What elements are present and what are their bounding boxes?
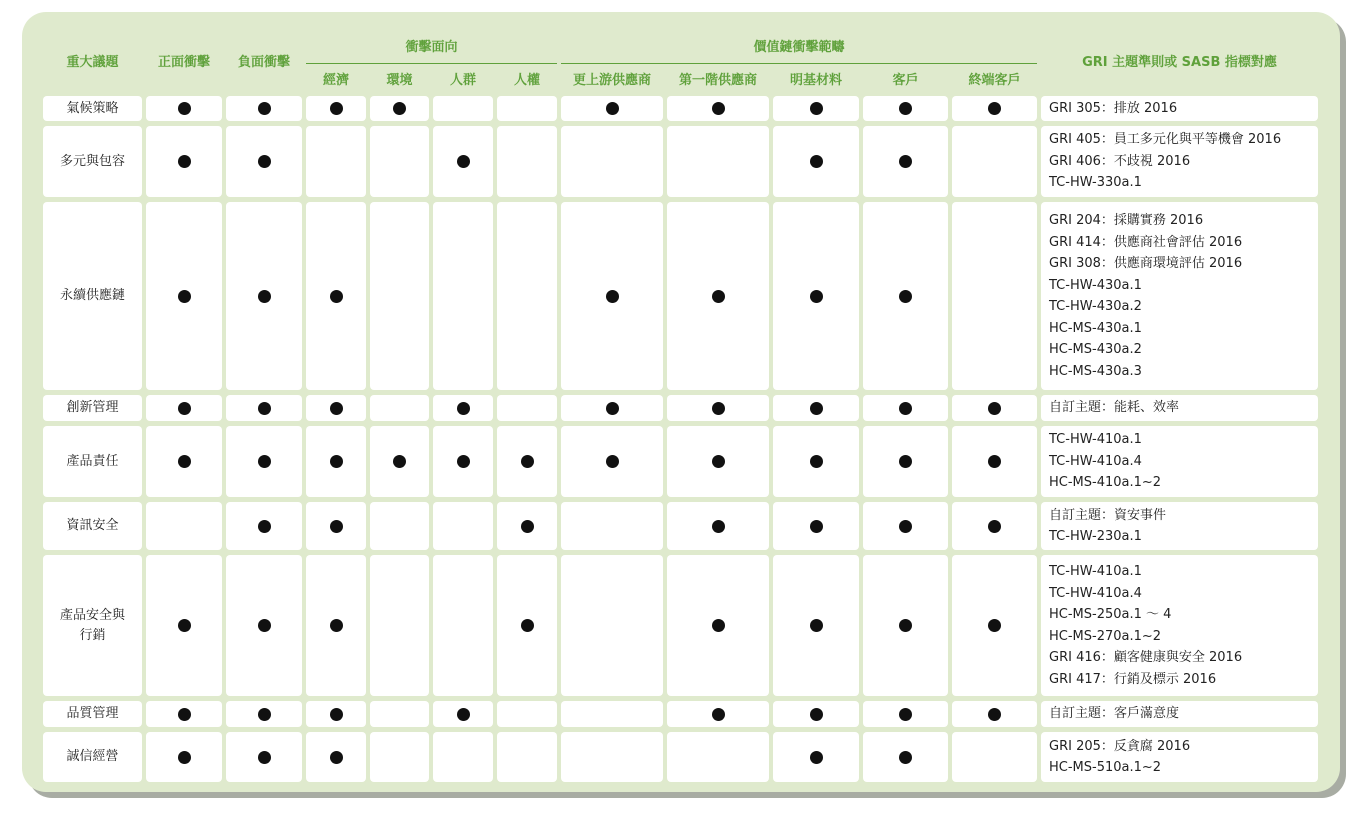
bullet-mark — [606, 102, 619, 115]
gri-cell — [1041, 502, 1318, 550]
topic-cell — [43, 126, 142, 197]
header-negative-impact: 負面衝擊 — [237, 55, 290, 70]
mark-cell — [146, 426, 222, 497]
gri-line: HC-MS-250a.1 ～ 4 — [1049, 607, 1172, 622]
gri-lines — [1049, 561, 1242, 690]
bullet-mark — [712, 520, 725, 533]
topic-label — [60, 286, 125, 306]
mark-cell — [433, 555, 493, 696]
mark-cell — [952, 555, 1037, 696]
gri-line: GRI 416：顧客健康與安全 2016 — [1049, 650, 1243, 665]
header-people: 人群 — [449, 72, 476, 88]
mark-cell — [306, 126, 366, 197]
bullet-mark — [712, 619, 725, 632]
bullet-mark — [330, 520, 343, 533]
mark-cell — [667, 426, 769, 497]
gri-cell — [1041, 202, 1318, 390]
header-upstream-supplier: 更上游供應商 — [572, 72, 651, 88]
bullet-mark — [178, 402, 191, 415]
mark-cell — [561, 426, 663, 497]
mark-cell — [370, 732, 429, 782]
bullet-mark — [712, 102, 725, 115]
gri-lines — [1049, 397, 1179, 419]
bullet-mark — [899, 708, 912, 721]
bullet-mark — [330, 619, 343, 632]
bullet-mark — [330, 102, 343, 115]
mark-cell — [433, 96, 493, 121]
mark-cell — [226, 701, 302, 727]
bullet-mark — [178, 455, 191, 468]
header-environment: 環境 — [386, 72, 413, 88]
mark-cell — [433, 202, 493, 390]
bullet-mark — [988, 619, 1001, 632]
bullet-mark — [521, 520, 534, 533]
mark-cell — [306, 426, 366, 497]
mark-cell — [952, 732, 1037, 782]
topic-line: 資訊安全 — [66, 518, 119, 533]
mark-cell — [433, 126, 493, 197]
bullet-mark — [457, 155, 470, 168]
mark-cell — [306, 701, 366, 727]
bullet-mark — [258, 155, 271, 168]
header-human-rights: 人權 — [513, 72, 540, 88]
mark-cell — [146, 502, 222, 550]
mark-cell — [667, 96, 769, 121]
mark-cell — [146, 96, 222, 121]
bullet-mark — [178, 708, 191, 721]
gri-line: TC-HW-410a.1 — [1049, 564, 1142, 579]
mark-cell — [863, 426, 948, 497]
mark-cell — [370, 126, 429, 197]
topic-label — [66, 704, 118, 724]
header-tier1-supplier: 第一階供應商 — [678, 72, 757, 88]
bullet-mark — [988, 402, 1001, 415]
bullet-mark — [606, 290, 619, 303]
mark-cell — [433, 426, 493, 497]
mark-cell — [863, 126, 948, 197]
gri-line: HC-MS-270a.1~2 — [1049, 628, 1162, 644]
gri-line: GRI 305：排放 2016 — [1049, 100, 1178, 116]
topic-label — [66, 747, 118, 767]
topic-line: 創新管理 — [66, 400, 119, 415]
mark-cell — [370, 395, 429, 421]
gri-cell — [1041, 426, 1318, 497]
mark-cell — [863, 555, 948, 696]
gri-line: HC-MS-430a.3 — [1049, 363, 1142, 379]
mark-cell — [226, 126, 302, 197]
bullet-mark — [258, 402, 271, 415]
gri-cell — [1041, 732, 1318, 782]
mark-cell — [146, 202, 222, 390]
bullet-mark — [258, 290, 271, 303]
bullet-mark — [712, 708, 725, 721]
bullet-mark — [810, 102, 823, 115]
mark-cell — [561, 732, 663, 782]
mark-cell — [370, 202, 429, 390]
topic-label — [66, 398, 118, 418]
mark-cell — [433, 701, 493, 727]
bullet-mark — [899, 751, 912, 764]
bullet-mark — [393, 102, 406, 115]
mark-cell — [306, 555, 366, 696]
gri-line: GRI 406：不歧視 2016 — [1049, 153, 1191, 169]
gri-lines — [1049, 505, 1166, 548]
gri-lines — [1049, 129, 1281, 194]
bullet-mark — [258, 619, 271, 632]
topic-line: 行銷 — [79, 627, 106, 643]
topic-label — [60, 152, 125, 172]
bullet-mark — [810, 402, 823, 415]
mark-cell — [863, 701, 948, 727]
mark-cell — [146, 732, 222, 782]
mark-cell — [306, 96, 366, 121]
topic-cell — [43, 395, 142, 421]
bullet-mark — [810, 520, 823, 533]
mark-cell — [146, 395, 222, 421]
bullet-mark — [810, 290, 823, 303]
gri-cell — [1041, 395, 1318, 421]
mark-cell — [370, 555, 429, 696]
header-end-customer: 終端客戶 — [968, 72, 1021, 88]
mark-cell — [667, 732, 769, 782]
mark-cell — [952, 126, 1037, 197]
bullet-mark — [606, 402, 619, 415]
gri-line: GRI 414：供應商社會評估 2016 — [1049, 234, 1243, 250]
bullet-mark — [988, 708, 1001, 721]
mark-cell — [773, 426, 859, 497]
mark-cell — [433, 502, 493, 550]
mark-cell — [561, 202, 663, 390]
topic-label — [66, 452, 118, 472]
gri-line: TC-HW-230a.1 — [1049, 529, 1142, 544]
mark-cell — [952, 426, 1037, 497]
topic-line: 氣候策略 — [66, 100, 119, 116]
gri-line: GRI 308：供應商環境評估 2016 — [1049, 256, 1243, 271]
gri-line: TC-HW-410a.1 — [1049, 432, 1142, 448]
mark-cell — [952, 701, 1037, 727]
gri-line: HC-MS-510a.1~2 — [1049, 760, 1162, 775]
mark-cell — [863, 732, 948, 782]
mark-cell — [497, 732, 557, 782]
gri-lines — [1049, 210, 1242, 382]
bullet-mark — [899, 402, 912, 415]
bullet-mark — [521, 619, 534, 632]
bullet-mark — [899, 102, 912, 115]
bullet-mark — [178, 102, 191, 115]
header-economy: 經濟 — [322, 72, 349, 88]
topic-cell — [43, 202, 142, 390]
bullet-mark — [457, 402, 470, 415]
mark-cell — [667, 126, 769, 197]
material-topics-table — [43, 30, 1318, 782]
mark-cell — [863, 96, 948, 121]
mark-cell — [226, 732, 302, 782]
mark-cell — [306, 395, 366, 421]
header-impact-group: 衝擊面向 — [306, 30, 557, 60]
mark-cell — [773, 732, 859, 782]
mark-cell — [773, 701, 859, 727]
gri-line: 自訂主題：客戶滿意度 — [1049, 706, 1180, 722]
mark-cell — [370, 701, 429, 727]
topic-cell — [43, 555, 142, 696]
gri-line: TC-HW-410a.4 — [1049, 585, 1142, 601]
mark-cell — [952, 395, 1037, 421]
header-topic: 重大議題 — [66, 55, 119, 70]
bullet-mark — [258, 520, 271, 533]
mark-cell — [952, 502, 1037, 550]
mark-cell — [226, 395, 302, 421]
bullet-mark — [258, 708, 271, 721]
bullet-mark — [899, 290, 912, 303]
topic-cell — [43, 701, 142, 727]
topic-label — [60, 606, 125, 646]
gri-line: GRI 205：反貪腐 2016 — [1049, 738, 1191, 754]
gri-cell — [1041, 555, 1318, 696]
bullet-mark — [899, 520, 912, 533]
gri-line: HC-MS-430a.1 — [1049, 320, 1142, 336]
mark-cell — [497, 426, 557, 497]
header-company: 明基材料 — [789, 72, 842, 88]
mark-cell — [863, 395, 948, 421]
bullet-mark — [810, 751, 823, 764]
mark-cell — [863, 202, 948, 390]
mark-cell — [561, 395, 663, 421]
bullet-mark — [178, 619, 191, 632]
bullet-mark — [899, 155, 912, 168]
bullet-mark — [810, 155, 823, 168]
mark-cell — [561, 502, 663, 550]
mark-cell — [667, 202, 769, 390]
gri-lines — [1049, 429, 1161, 494]
mark-cell — [497, 502, 557, 550]
mark-cell — [306, 202, 366, 390]
gri-line: HC-MS-430a.2 — [1049, 342, 1142, 357]
mark-cell — [497, 395, 557, 421]
mark-cell — [226, 96, 302, 121]
gri-line: 自訂主題：資安事件 — [1049, 507, 1167, 523]
mark-cell — [667, 502, 769, 550]
mark-cell — [306, 502, 366, 550]
bullet-mark — [899, 455, 912, 468]
mark-cell — [497, 202, 557, 390]
mark-cell — [146, 555, 222, 696]
bullet-mark — [810, 708, 823, 721]
mark-cell — [773, 126, 859, 197]
header-customer: 客戶 — [892, 72, 919, 88]
gri-line: GRI 204：採購實務 2016 — [1049, 213, 1204, 228]
mark-cell — [226, 502, 302, 550]
bullet-mark — [258, 455, 271, 468]
gri-line: GRI 405：員工多元化與平等機會 2016 — [1049, 132, 1282, 148]
bullet-mark — [178, 751, 191, 764]
mark-cell — [370, 96, 429, 121]
mark-cell — [433, 732, 493, 782]
mark-cell — [226, 555, 302, 696]
bullet-mark — [330, 402, 343, 415]
bullet-mark — [330, 708, 343, 721]
bullet-mark — [330, 751, 343, 764]
header-positive-impact: 正面衝擊 — [157, 55, 210, 70]
mark-cell — [497, 555, 557, 696]
gri-cell — [1041, 96, 1318, 121]
gri-lines — [1049, 736, 1190, 779]
gri-cell — [1041, 701, 1318, 727]
mark-cell — [433, 395, 493, 421]
bullet-mark — [393, 455, 406, 468]
mark-cell — [497, 701, 557, 727]
mark-cell — [667, 395, 769, 421]
mark-cell — [306, 732, 366, 782]
bullet-mark — [606, 455, 619, 468]
gri-line: TC-HW-430a.2 — [1049, 299, 1142, 314]
topic-line: 誠信經營 — [66, 749, 119, 764]
gri-line: 自訂主題：能耗、效率 — [1049, 400, 1180, 416]
bullet-mark — [258, 751, 271, 764]
mark-cell — [667, 701, 769, 727]
bullet-mark — [988, 102, 1001, 115]
mark-cell — [773, 502, 859, 550]
mark-cell — [561, 555, 663, 696]
bullet-mark — [178, 155, 191, 168]
bullet-mark — [810, 619, 823, 632]
topic-line: 永續供應鏈 — [59, 288, 125, 303]
topic-line: 產品責任 — [66, 453, 119, 469]
bullet-mark — [457, 708, 470, 721]
topic-line: 多元與包容 — [59, 153, 125, 169]
bullet-mark — [457, 455, 470, 468]
mark-cell — [561, 126, 663, 197]
bullet-mark — [712, 290, 725, 303]
mark-cell — [773, 202, 859, 390]
topic-cell — [43, 732, 142, 782]
gri-line: TC-HW-330a.1 — [1049, 175, 1142, 191]
gri-line: TC-HW-430a.1 — [1049, 277, 1142, 293]
topic-cell — [43, 96, 142, 121]
mark-cell — [667, 555, 769, 696]
mark-cell — [952, 96, 1037, 121]
bullet-mark — [712, 455, 725, 468]
mark-cell — [773, 395, 859, 421]
mark-cell — [146, 126, 222, 197]
mark-cell — [773, 96, 859, 121]
gri-line: TC-HW-410a.4 — [1049, 453, 1142, 469]
topic-line: 產品安全與 — [59, 607, 125, 623]
gri-line: HC-MS-410a.1~2 — [1049, 475, 1162, 491]
gri-cell — [1041, 126, 1318, 197]
bullet-mark — [810, 455, 823, 468]
mark-cell — [370, 502, 429, 550]
mark-cell — [863, 502, 948, 550]
mark-cell — [146, 701, 222, 727]
bullet-mark — [330, 290, 343, 303]
header-gri: GRI 主題準則或 SASB 指標對應 — [1082, 55, 1277, 70]
topic-label — [66, 99, 118, 119]
bullet-mark — [988, 520, 1001, 533]
bullet-mark — [712, 402, 725, 415]
bullet-mark — [521, 455, 534, 468]
bullet-mark — [258, 102, 271, 115]
mark-cell — [370, 426, 429, 497]
mark-cell — [952, 202, 1037, 390]
mark-cell — [773, 555, 859, 696]
gri-line: GRI 417：行銷及標示 2016 — [1049, 671, 1217, 687]
topic-cell — [43, 502, 142, 550]
mark-cell — [497, 96, 557, 121]
mark-cell — [561, 701, 663, 727]
bullet-mark — [988, 455, 1001, 468]
mark-cell — [226, 426, 302, 497]
mark-cell — [561, 96, 663, 121]
topic-label — [66, 516, 118, 536]
header-value-chain-group: 價值鏈衝擊範疇 — [561, 30, 1037, 60]
bullet-mark — [330, 455, 343, 468]
gri-lines — [1049, 98, 1177, 120]
topic-line: 品質管理 — [66, 706, 119, 721]
gri-lines — [1049, 703, 1179, 725]
bullet-mark — [178, 290, 191, 303]
topic-cell — [43, 426, 142, 497]
mark-cell — [226, 202, 302, 390]
mark-cell — [497, 126, 557, 197]
bullet-mark — [899, 619, 912, 632]
